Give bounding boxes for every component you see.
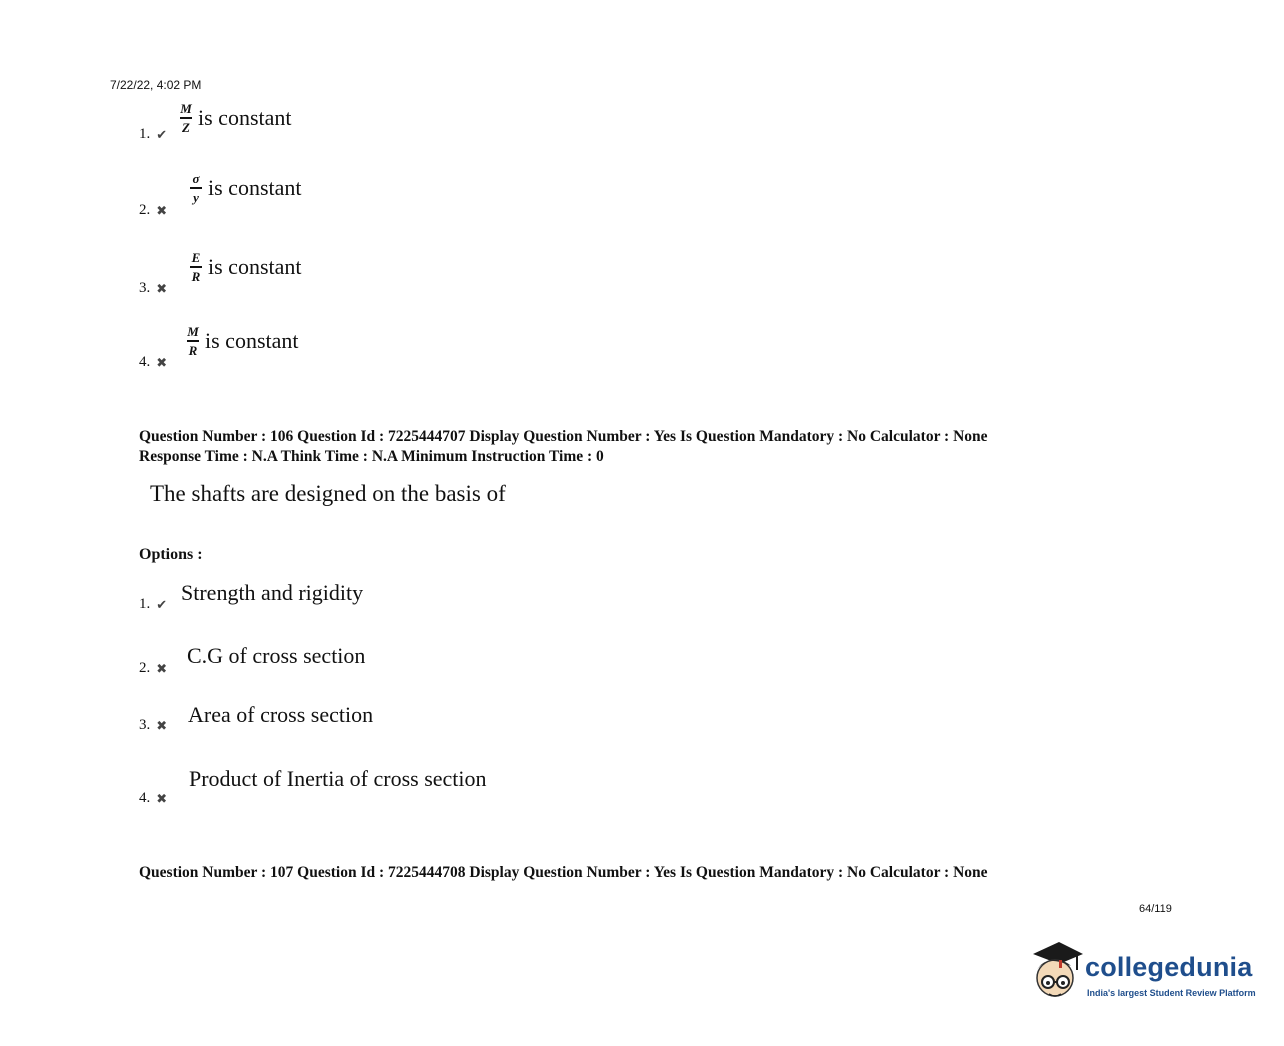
option-number: 4. [139,790,151,806]
collegedunia-logo-text: collegedunia [1085,952,1253,982]
prev-option-3-formula [190,251,302,283]
option-number: 1. [139,126,151,142]
question-107-meta: Question Number : 107 Question Id : 7225444708 Display Question Number : Yes Is Question Mandatory : No Calculator : None [139,864,988,881]
cross-icon: ✖ [156,660,168,676]
check-icon: ✔ [156,126,168,142]
q106-option-1-text: Strength and rigidity [181,580,364,605]
q106-option-4 [139,790,167,807]
q106-option-1 [139,596,167,613]
prev-option-1-formula [180,102,292,134]
option-number: 3. [139,280,151,296]
q106-option-2 [139,660,167,677]
option-number: 1. [139,596,151,612]
cross-icon: ✖ [156,717,168,733]
prev-option-2 [139,202,167,219]
option-number: 4. [139,354,151,370]
formula-text: is constant [205,328,299,353]
options-label: Options : [139,546,203,563]
fraction: $\frac{M}{R}$ [187,324,199,358]
fraction: $\frac{E}{R}$ [191,250,201,284]
fraction: $\frac{M}{Z}$ [180,101,192,135]
fraction: $\frac{\sigma}{y}$ [190,172,202,204]
q106-option-4-text: Product of Inertia of cross section [189,766,487,791]
cross-icon: ✖ [156,354,168,370]
cross-icon: ✖ [156,790,168,806]
formula-text: is constant [198,105,292,130]
option-number: 2. [139,660,151,676]
prev-option-4-formula [187,325,299,357]
q106-option-2-text: C.G of cross section [187,643,366,668]
option-number: 3. [139,717,151,733]
formula-text: is constant [208,254,302,279]
prev-option-4 [139,354,167,371]
option-number: 2. [139,202,151,218]
meta-line-2: Response Time : N.A Think Time : N.A Minimum Instruction Time : 0 [139,448,604,465]
cross-icon: ✖ [156,280,168,296]
collegedunia-tagline: India's largest Student Review Platform [1087,988,1256,998]
prev-option-2-formula [190,172,302,204]
check-icon: ✔ [156,596,168,612]
q106-option-3 [139,717,167,734]
q106-option-3-text: Area of cross section [188,702,374,727]
print-timestamp: 7/22/22, 4:02 PM [110,78,202,92]
collegedunia-mascot-icon [1025,940,1087,1010]
question-106-meta [139,427,988,467]
question-106-text: The shafts are designed on the basis of [150,481,506,506]
cross-icon: ✖ [156,202,168,218]
prev-option-3 [139,280,167,297]
meta-line-1: Question Number : 106 Question Id : 7225444707 Display Question Number : Yes Is Question Mandatory : No Calculator : None [139,428,988,445]
prev-option-1 [139,126,167,143]
formula-text: is constant [208,175,302,200]
page-number: 64/119 [1139,903,1172,915]
